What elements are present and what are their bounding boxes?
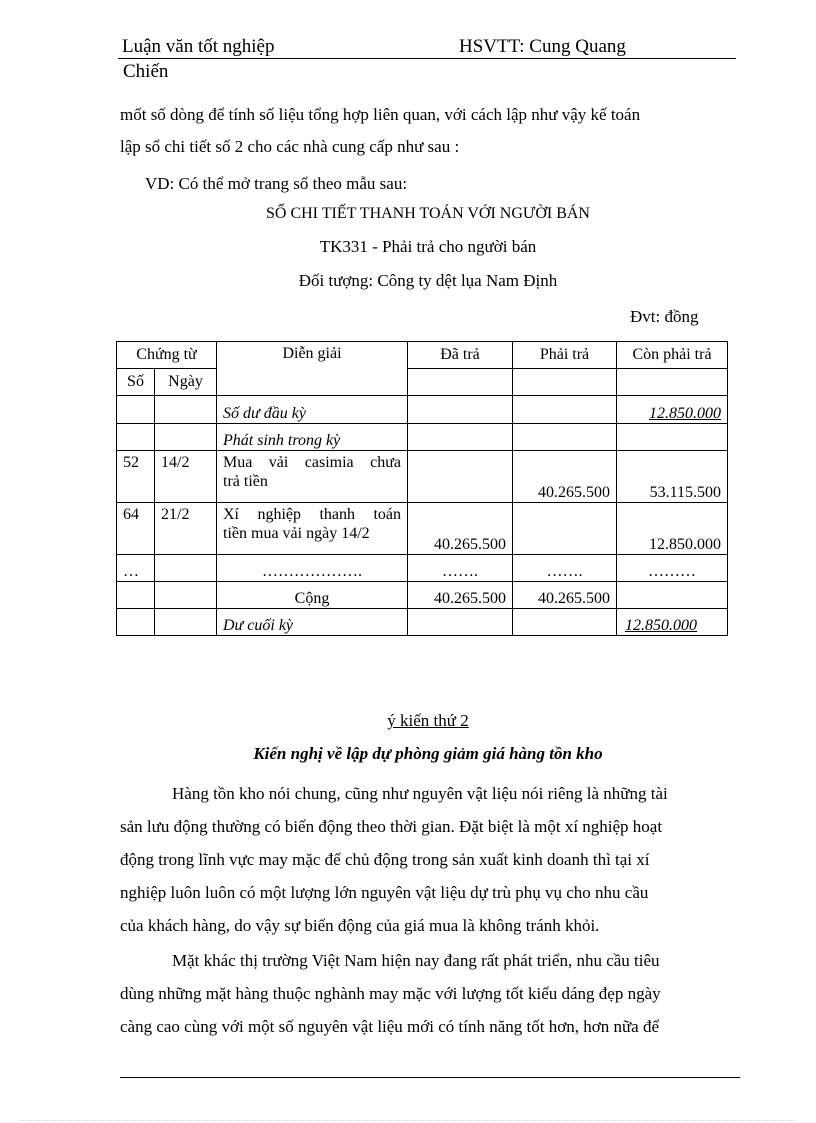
row-description-line-1: Xí nghiệp thanh toán — [223, 506, 401, 523]
row-description-line-2: tiền mua vải ngày 14/2 — [223, 525, 370, 542]
header-student-name: HSVTT: Cung Quang — [459, 36, 626, 57]
paragraph-2-line: Mặt khác thị trường Việt Nam hiện nay đang rất phát triển, nhu cầu tiêu — [172, 951, 660, 970]
total-payable: 40.265.500 — [513, 582, 617, 609]
paragraph-1-line: Hàng tồn kho nói chung, cũng như nguyên vật liệu nói riêng là những tài — [172, 784, 668, 803]
ellipsis-row — [117, 555, 728, 582]
closing-balance-row — [117, 609, 728, 636]
header-name-continuation: Chiến — [123, 61, 169, 82]
section-subheading: Kiến nghị về lập dự phòng giảm giá hàng tồn kho — [253, 744, 603, 763]
arising-row — [117, 424, 728, 451]
arising-label: Phát sinh trong kỳ — [217, 424, 408, 451]
row-description-line-1: Mua vải casimia chưa — [223, 454, 401, 471]
row-payable: 40.265.500 — [513, 451, 617, 503]
row-date: 14/2 — [155, 451, 217, 503]
table-header-row — [117, 342, 728, 369]
total-label: Cộng — [217, 582, 408, 609]
col-remaining: Còn phải trả — [617, 342, 728, 369]
table-row — [117, 503, 728, 555]
ledger-account: TK331 - Phải trả cho người bán — [319, 237, 537, 256]
ellipsis-number: … — [117, 555, 155, 582]
closing-balance-label: Dư cuối kỳ — [217, 609, 408, 636]
col-date: Ngày — [155, 369, 217, 396]
paragraph-1-line: động trong lĩnh vực may mặc để chủ động trong sản xuất kinh doanh thì tại xí — [120, 850, 650, 869]
section-heading: ý kiến thứ 2 — [387, 711, 469, 730]
intro-line-2: lập sổ chi tiết số 2 cho các nhà cung cấp như sau : — [120, 137, 460, 156]
row-remaining: 12.850.000 — [617, 503, 728, 555]
ellipsis-paid: ……. — [408, 555, 513, 582]
ellipsis-description: ………………. — [217, 555, 408, 582]
col-number: Số — [117, 369, 155, 396]
row-date: 21/2 — [155, 503, 217, 555]
ellipsis-remaining: ……… — [617, 555, 728, 582]
row-paid — [408, 451, 513, 503]
row-description — [217, 503, 408, 555]
col-payable: Phải trả — [513, 342, 617, 369]
page-edge — [20, 1120, 796, 1121]
intro-line-1: mốt số dòng để tính số liệu tổng hợp liên quan, với cách lập như vậy kế toán — [120, 105, 641, 124]
row-number: 64 — [117, 503, 155, 555]
paragraph-1-line: nghiệp luôn luôn có một lượng lớn nguyên vật liệu dự trù phụ vụ cho nhu cầu — [120, 883, 649, 902]
ellipsis-payable: ……. — [513, 555, 617, 582]
total-paid: 40.265.500 — [408, 582, 513, 609]
ledger-subject: Đối tượng: Công ty dệt lụa Nam Định — [298, 271, 558, 290]
row-description-line-2: trả tiền — [223, 473, 268, 490]
table-subheader-row — [117, 369, 728, 396]
footer-rule — [120, 1077, 740, 1078]
paragraph-1-line: sản lưu động thường có biến động theo thời gian. Đặt biệt là một xí nghiệp hoạt — [120, 817, 663, 836]
col-paid: Đã trả — [408, 342, 513, 369]
total-row — [117, 582, 728, 609]
closing-balance-value: 12.850.000 — [617, 609, 728, 636]
col-description: Diễn giải — [217, 342, 408, 396]
row-number: 52 — [117, 451, 155, 503]
header-thesis-title: Luận văn tốt nghiệp — [122, 36, 275, 57]
col-voucher: Chứng từ — [117, 342, 217, 369]
row-remaining: 53.115.500 — [617, 451, 728, 503]
ledger-table — [116, 341, 728, 636]
row-paid: 40.265.500 — [408, 503, 513, 555]
ledger-title: SỔ CHI TIẾT THANH TOÁN VỚI NGƯỜI BÁN — [266, 205, 590, 222]
row-payable — [513, 503, 617, 555]
paragraph-2-line: dùng những mặt hàng thuộc nghành may mặc với lượng tốt kiểu dáng đẹp ngày — [120, 984, 661, 1003]
opening-balance-row — [117, 396, 728, 424]
ledger-unit: Đvt: đồng — [630, 307, 699, 326]
paragraph-1-line: của khách hàng, do vậy sự biến động của giá mua là không tránh khỏi. — [120, 916, 600, 935]
row-description — [217, 451, 408, 503]
intro-example: VD: Có thể mở trang sổ theo mẫu sau: — [145, 174, 408, 193]
paragraph-2-line: càng cao cùng với một số nguyên vật liệu mới có tính năng tốt hơn, hơn nữa để — [120, 1017, 660, 1036]
page-header — [118, 36, 736, 59]
opening-balance-label: Số dư đầu kỳ — [217, 396, 408, 424]
opening-balance-value: 12.850.000 — [617, 396, 728, 424]
table-row — [117, 451, 728, 503]
